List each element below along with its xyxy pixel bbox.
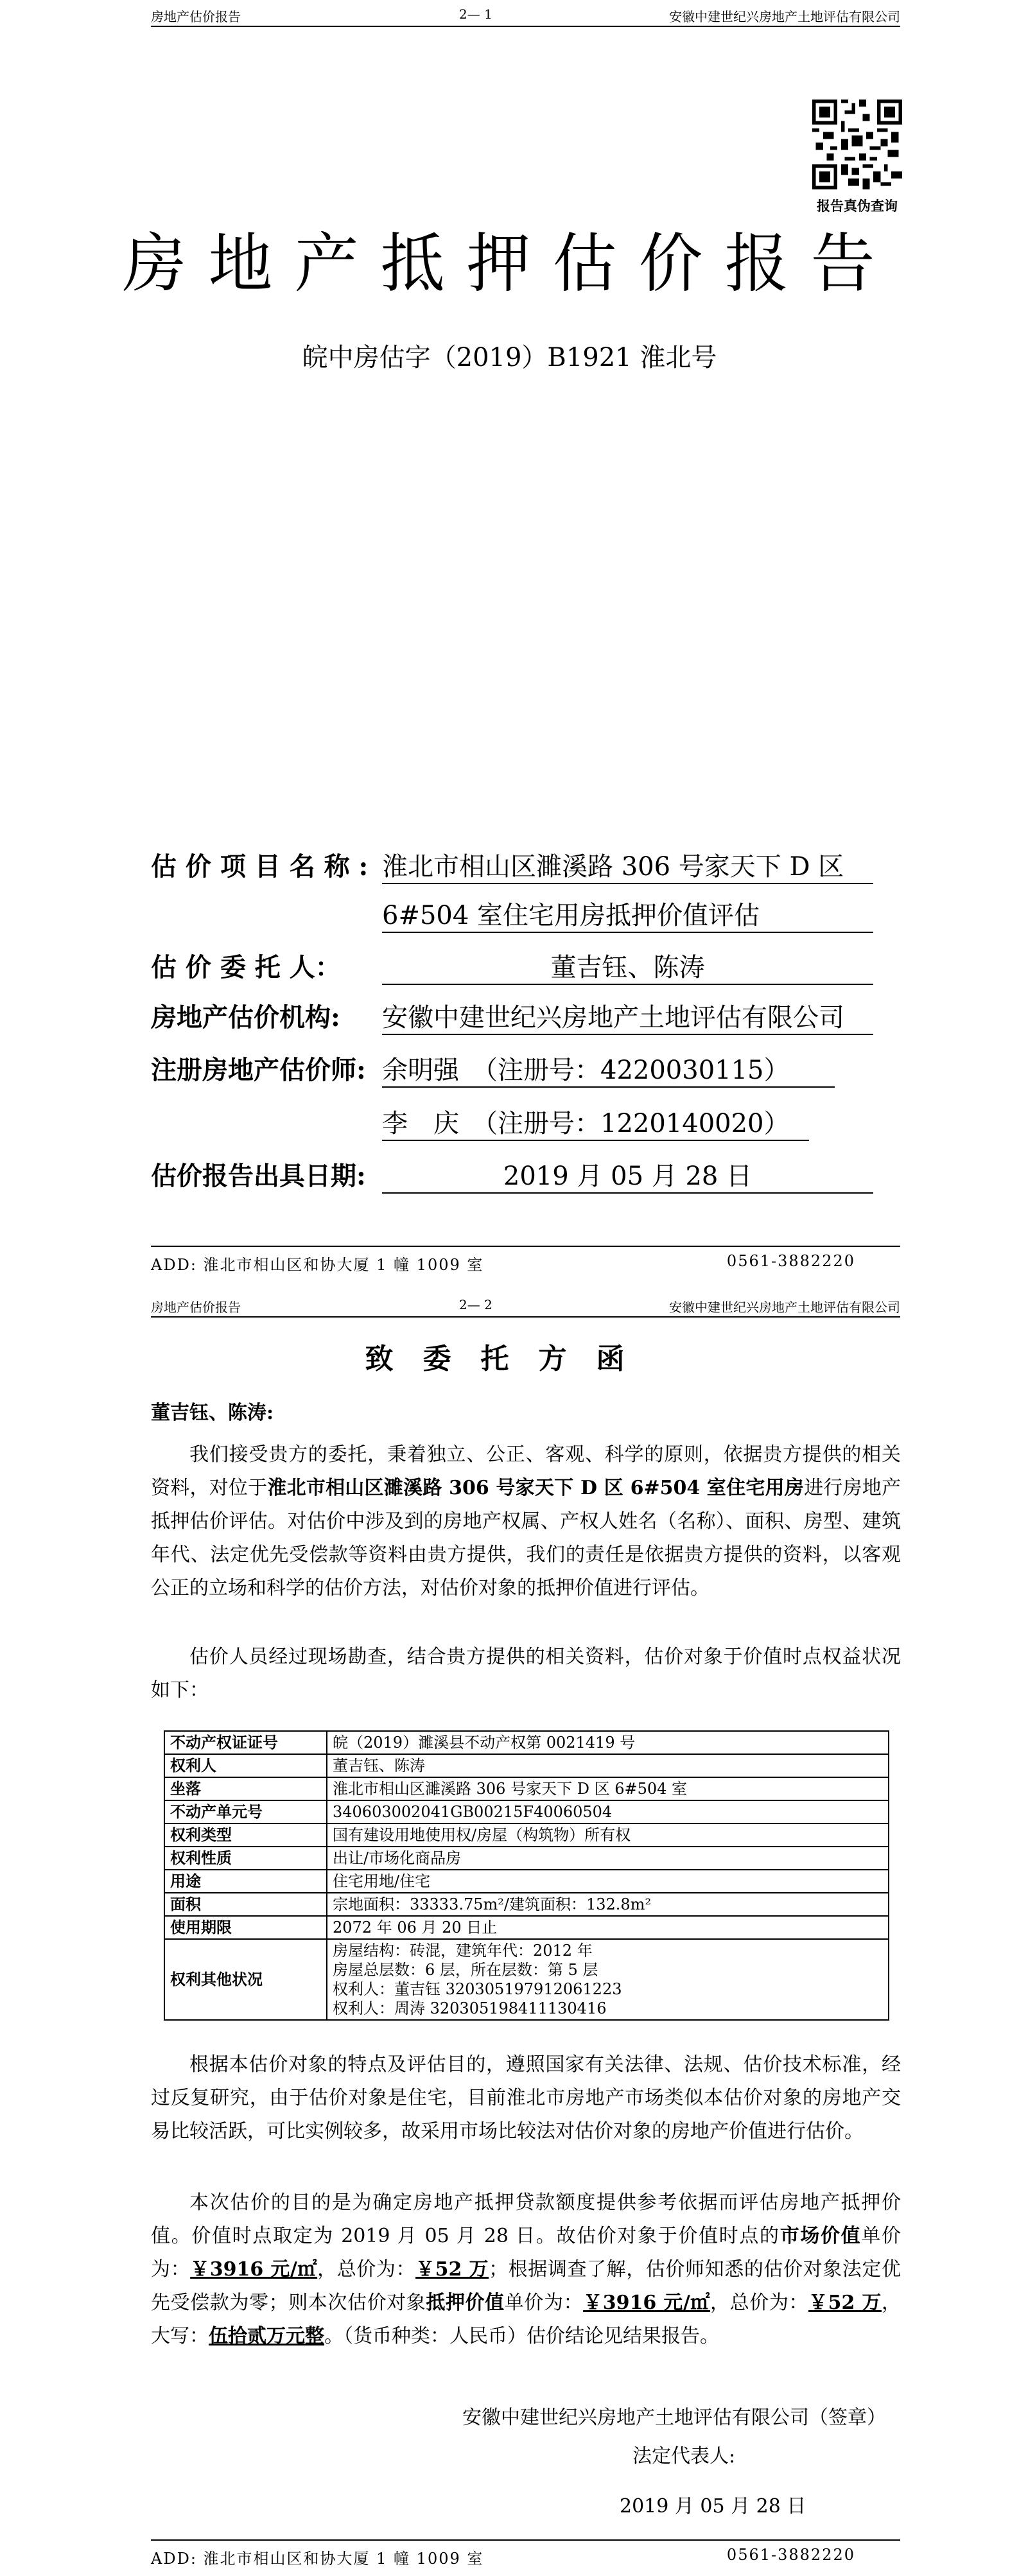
p4-e: ，总价为： — [317, 2258, 416, 2281]
salutation: 董吉钰、陈涛: — [151, 1402, 274, 1424]
header-company: 安徽中建世纪兴房地产土地评估有限公司 — [669, 9, 900, 24]
header-left: 房地产估价报告 — [151, 1300, 241, 1315]
table-value-line: 出让/市场化商品房 — [333, 1849, 462, 1867]
client-value: 董吉钰、陈涛 — [382, 947, 873, 985]
paragraph-3: 根据本估价对象的特点及评估目的，遵照国家有关法律、法规、估价技术标准，经过反复研究，由于估价对象是住宅，目前淮北市房地产市场类似本估价对象的房地产交易比较活跃，可比实例较多，故采用市场比较法对估价对象的房地产价值进行估价。 — [151, 2053, 901, 2143]
header-page-number: 2— 1 — [459, 6, 492, 22]
table-value-cell — [327, 1916, 889, 1939]
table-key-cell: 权利类型 — [164, 1823, 327, 1847]
p1-property-address: 淮北市相山区濉溪路 306 号家天下 D 区 6#504 室住宅用房 — [267, 1477, 805, 1499]
agency-label: 房地产估价机构: — [151, 1002, 340, 1032]
table-value-cell — [327, 1731, 889, 1754]
agency-value: 安徽中建世纪兴房地产土地评估有限公司 — [382, 997, 873, 1035]
table-value-line: 权利人：周涛 320305198411130416 — [333, 1999, 607, 2017]
table-value-line: 340603002041GB00215F40060504 — [333, 1803, 613, 1821]
table-key-cell: 使用期限 — [164, 1916, 327, 1939]
footer-address: ADD: 淮北市相山区和协大厦 1 幢 1009 室 — [151, 1256, 484, 1274]
table-row — [164, 1823, 889, 1847]
p4-g: ；根据调查了解，估价师知悉的估价对象法定优先受偿款为零；则本次估价对象 — [151, 2258, 901, 2314]
appraiser-2 — [382, 1103, 809, 1141]
paragraph-1 — [151, 1438, 901, 1605]
p4-market-unit-price: ￥3916 元/㎡ — [190, 2258, 318, 2281]
p4-amount-in-words: 伍拾贰万元整 — [209, 2325, 324, 2347]
client-label: 估 价 委 托 人： — [151, 952, 341, 982]
p4-mortgage-unit-price: ￥3916 元/㎡ — [583, 2292, 711, 2314]
appraiser-2-text: 李 庆 （注册号：1220140020） — [382, 1109, 790, 1138]
p4-m: ，大写： — [151, 2292, 901, 2347]
table-row — [164, 1893, 889, 1916]
p4-market-value-label: 市场价值 — [779, 2225, 862, 2247]
project-value-line1: 淮北市相山区濉溪路 306 号家天下 D 区 — [382, 846, 873, 884]
property-rights-table — [164, 1730, 889, 2021]
letter-title: 致委托方函 — [365, 1343, 654, 1375]
table-value-cell — [327, 1800, 889, 1823]
signature-representative: 法定代表人: — [632, 2445, 736, 2467]
header-page-number: 2— 2 — [459, 1297, 492, 1312]
document-number: 皖中房估字（2019）B1921 淮北号 — [302, 343, 717, 372]
table-value-line: 淮北市相山区濉溪路 306 号家天下 D 区 6#504 室 — [333, 1780, 688, 1798]
header-company: 安徽中建世纪兴房地产土地评估有限公司 — [669, 1300, 900, 1315]
table-value-line: 房屋总层数：6 层，所在层数：第 5 层 — [333, 1961, 598, 1979]
table-value-line: 宗地面积：33333.75m²/建筑面积：132.8m² — [333, 1895, 652, 1913]
qr-code-icon[interactable] — [812, 100, 902, 189]
project-value-line2: 6#504 室住宅用房抵押价值评估 — [382, 895, 873, 933]
appraiser-1 — [382, 1050, 835, 1088]
qr-caption: 报告真伪查询 — [817, 198, 898, 214]
table-key-cell: 不动产单元号 — [164, 1800, 327, 1823]
table-row — [164, 1847, 889, 1870]
appraiser-label: 注册房地产估价师: — [151, 1055, 366, 1085]
page-header — [151, 1291, 900, 1318]
table-row — [164, 1800, 889, 1823]
table-row — [164, 1916, 889, 1939]
footer-phone: 0561-3882220 — [726, 2546, 855, 2564]
date-label: 估价报告出具日期: — [151, 1161, 366, 1191]
table-row — [164, 1870, 889, 1893]
table-row — [164, 1777, 889, 1800]
table-row — [164, 1939, 889, 2020]
p4-a: 本次估价的目的是为确定房地产抵押贷款额度提供参考依据而评估房地产抵押价值。价值时点取定为 2019 月 05 月 28 日。故估价对象于价值时点的 — [151, 2191, 901, 2247]
table-key-cell: 面积 — [164, 1893, 327, 1916]
table-value-cell — [327, 1777, 889, 1800]
appraiser-1-text: 余明强 （注册号：4220030115） — [382, 1056, 790, 1085]
p4-k: ，总价为： — [710, 2292, 809, 2314]
table-row — [164, 1754, 889, 1777]
p4-i: 单价为： — [504, 2292, 584, 2314]
table-value-line: 住宅用地/住宅 — [333, 1872, 431, 1890]
table-value-line: 房屋结构：砖混，建筑年代：2012 年 — [333, 1942, 593, 1960]
header-left: 房地产估价报告 — [151, 9, 241, 24]
table-value-line: 权利人：董吉钰 320305197912061223 — [333, 1980, 622, 1998]
table-value-cell — [327, 1893, 889, 1916]
table-value-line: 皖（2019）濉溪县不动产权第 0021419 号 — [333, 1734, 636, 1752]
paragraph-4 — [151, 2186, 901, 2353]
date-value: 2019 月 05 月 28 日 — [382, 1156, 873, 1194]
project-label: 估 价 项 目 名 称 : — [151, 851, 369, 882]
table-value-cell — [327, 1870, 889, 1893]
page-header — [151, 0, 900, 27]
paragraph-2: 估价人员经过现场勘查，结合贵方提供的相关资料，估价对象于价值时点权益状况如下： — [151, 1646, 901, 1701]
table-value-cell — [327, 1823, 889, 1847]
table-key-cell: 坐落 — [164, 1777, 327, 1800]
table-value-cell — [327, 1939, 889, 2020]
table-value-cell — [327, 1754, 889, 1777]
footer-address: ADD: 淮北市相山区和协大厦 1 幢 1009 室 — [151, 2550, 484, 2568]
table-value-line: 国有建设用地使用权/房屋（构筑物）所有权 — [333, 1826, 631, 1844]
report-title: 房地产抵押估价报告 — [122, 226, 897, 301]
table-key-cell: 权利性质 — [164, 1847, 327, 1870]
page-footer — [151, 1246, 900, 1273]
footer-phone: 0561-3882220 — [726, 1252, 855, 1270]
table-key-cell: 不动产权证证号 — [164, 1731, 327, 1754]
page-footer — [151, 2539, 900, 2566]
table-value-line: 2072 年 06 月 20 日止 — [333, 1919, 498, 1936]
table-row — [164, 1731, 889, 1754]
table-value-cell — [327, 1847, 889, 1870]
table-key-cell: 权利人 — [164, 1754, 327, 1777]
p4-mortgage-value-label: 抵押价值 — [426, 2292, 505, 2314]
table-value-line: 董吉钰、陈涛 — [333, 1757, 425, 1775]
table-key-cell: 用途 — [164, 1870, 327, 1893]
p1-text-a: 我们接受贵方的委托，秉着独立、公正、客观、科学的原则，依据贵方提供的相关资料，对位于 — [151, 1443, 901, 1499]
table-key-cell: 权利其他状况 — [164, 1939, 327, 2020]
signature-date: 2019 月 05 月 28 日 — [620, 2495, 806, 2518]
p4-mortgage-total-price: ￥52 万 — [808, 2292, 882, 2314]
p4-market-total-price: ￥52 万 — [415, 2258, 489, 2281]
p4-o: 。（货币种类：人民币）估价结论见结果报告。 — [324, 2325, 719, 2347]
p1-text-c: 进行房地产抵押估价评估。对估价中涉及到的房地产权属、产权人姓名（名称）、面积、房型、建筑年代、法定优先受偿款等资料由贵方提供，我们的责任是依据贵方提供的资料，以客观公正的立场和科学的估价方法，对估价对象的抵押价值进行评估。 — [151, 1477, 901, 1599]
p4-c: 单价为： — [151, 2225, 901, 2281]
signature-company: 安徽中建世纪兴房地产土地评估有限公司（签章） — [462, 2406, 886, 2429]
